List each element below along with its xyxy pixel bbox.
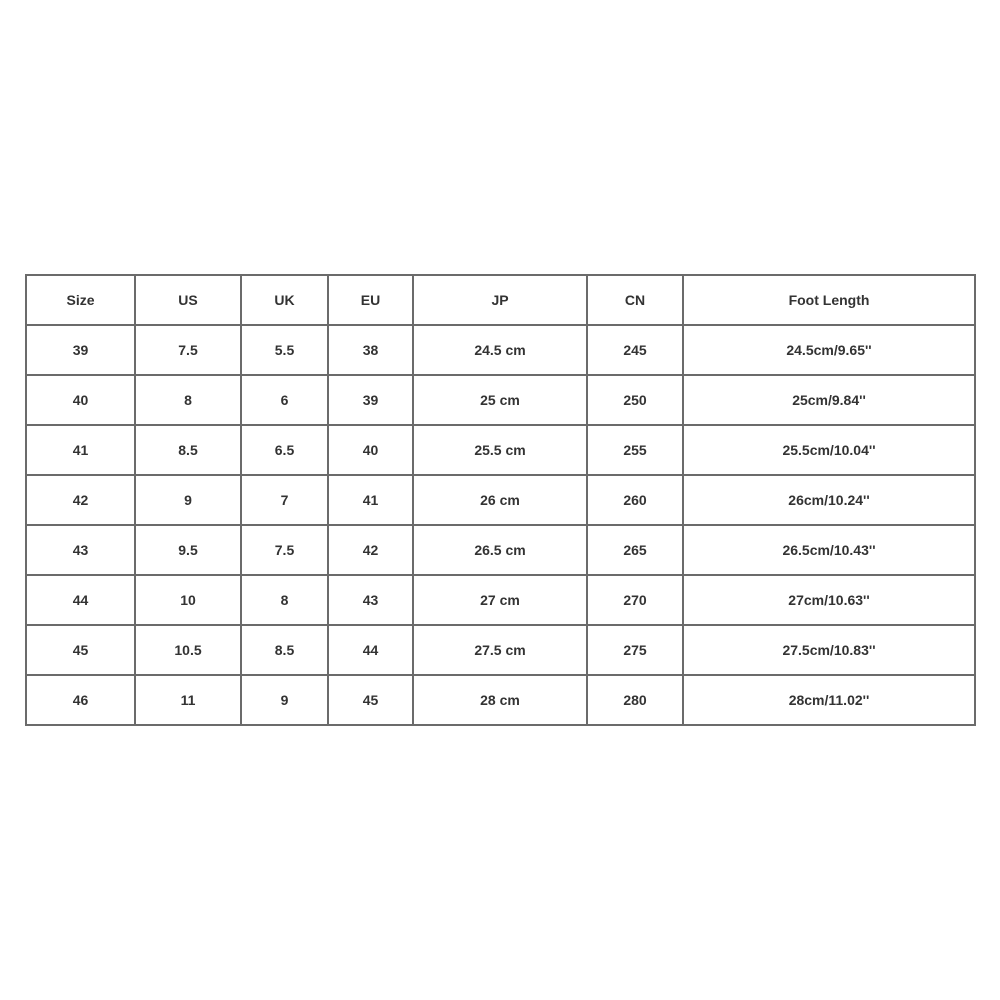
cell-jp: 25 cm	[413, 375, 587, 425]
cell-foot-length: 26cm/10.24''	[683, 475, 975, 525]
cell-eu: 39	[328, 375, 413, 425]
cell-eu: 40	[328, 425, 413, 475]
header-eu: EU	[328, 275, 413, 325]
cell-us: 7.5	[135, 325, 241, 375]
cell-uk: 6.5	[241, 425, 328, 475]
cell-jp: 27 cm	[413, 575, 587, 625]
cell-jp: 28 cm	[413, 675, 587, 725]
cell-uk: 6	[241, 375, 328, 425]
cell-size: 41	[26, 425, 135, 475]
table-row	[26, 525, 975, 575]
table-row	[26, 675, 975, 725]
header-size: Size	[26, 275, 135, 325]
cell-cn: 260	[587, 475, 683, 525]
cell-size: 46	[26, 675, 135, 725]
cell-foot-length: 26.5cm/10.43''	[683, 525, 975, 575]
header-jp: JP	[413, 275, 587, 325]
cell-foot-length: 27cm/10.63''	[683, 575, 975, 625]
cell-cn: 280	[587, 675, 683, 725]
cell-us: 8	[135, 375, 241, 425]
table-row	[26, 425, 975, 475]
header-us: US	[135, 275, 241, 325]
cell-jp: 24.5 cm	[413, 325, 587, 375]
cell-eu: 44	[328, 625, 413, 675]
cell-foot-length: 24.5cm/9.65''	[683, 325, 975, 375]
cell-size: 44	[26, 575, 135, 625]
table-row	[26, 475, 975, 525]
cell-jp: 26.5 cm	[413, 525, 587, 575]
table-row	[26, 375, 975, 425]
cell-uk: 9	[241, 675, 328, 725]
header-row	[26, 275, 975, 325]
cell-foot-length: 28cm/11.02''	[683, 675, 975, 725]
header-cn: CN	[587, 275, 683, 325]
cell-size: 43	[26, 525, 135, 575]
cell-cn: 250	[587, 375, 683, 425]
cell-us: 9.5	[135, 525, 241, 575]
cell-uk: 7.5	[241, 525, 328, 575]
cell-size: 42	[26, 475, 135, 525]
cell-jp: 26 cm	[413, 475, 587, 525]
cell-cn: 245	[587, 325, 683, 375]
cell-eu: 42	[328, 525, 413, 575]
cell-size: 39	[26, 325, 135, 375]
cell-cn: 265	[587, 525, 683, 575]
cell-uk: 8	[241, 575, 328, 625]
header-uk: UK	[241, 275, 328, 325]
cell-foot-length: 25.5cm/10.04''	[683, 425, 975, 475]
cell-cn: 255	[587, 425, 683, 475]
cell-eu: 38	[328, 325, 413, 375]
cell-eu: 45	[328, 675, 413, 725]
cell-eu: 41	[328, 475, 413, 525]
cell-size: 40	[26, 375, 135, 425]
cell-uk: 8.5	[241, 625, 328, 675]
cell-us: 10	[135, 575, 241, 625]
table-row	[26, 575, 975, 625]
cell-cn: 275	[587, 625, 683, 675]
cell-us: 8.5	[135, 425, 241, 475]
cell-eu: 43	[328, 575, 413, 625]
cell-us: 11	[135, 675, 241, 725]
cell-foot-length: 25cm/9.84''	[683, 375, 975, 425]
size-chart-table	[25, 274, 976, 726]
cell-us: 10.5	[135, 625, 241, 675]
cell-cn: 270	[587, 575, 683, 625]
cell-foot-length: 27.5cm/10.83''	[683, 625, 975, 675]
cell-size: 45	[26, 625, 135, 675]
cell-us: 9	[135, 475, 241, 525]
table-row	[26, 325, 975, 375]
cell-jp: 27.5 cm	[413, 625, 587, 675]
cell-jp: 25.5 cm	[413, 425, 587, 475]
header-foot-length: Foot Length	[683, 275, 975, 325]
cell-uk: 7	[241, 475, 328, 525]
cell-uk: 5.5	[241, 325, 328, 375]
table-row	[26, 625, 975, 675]
